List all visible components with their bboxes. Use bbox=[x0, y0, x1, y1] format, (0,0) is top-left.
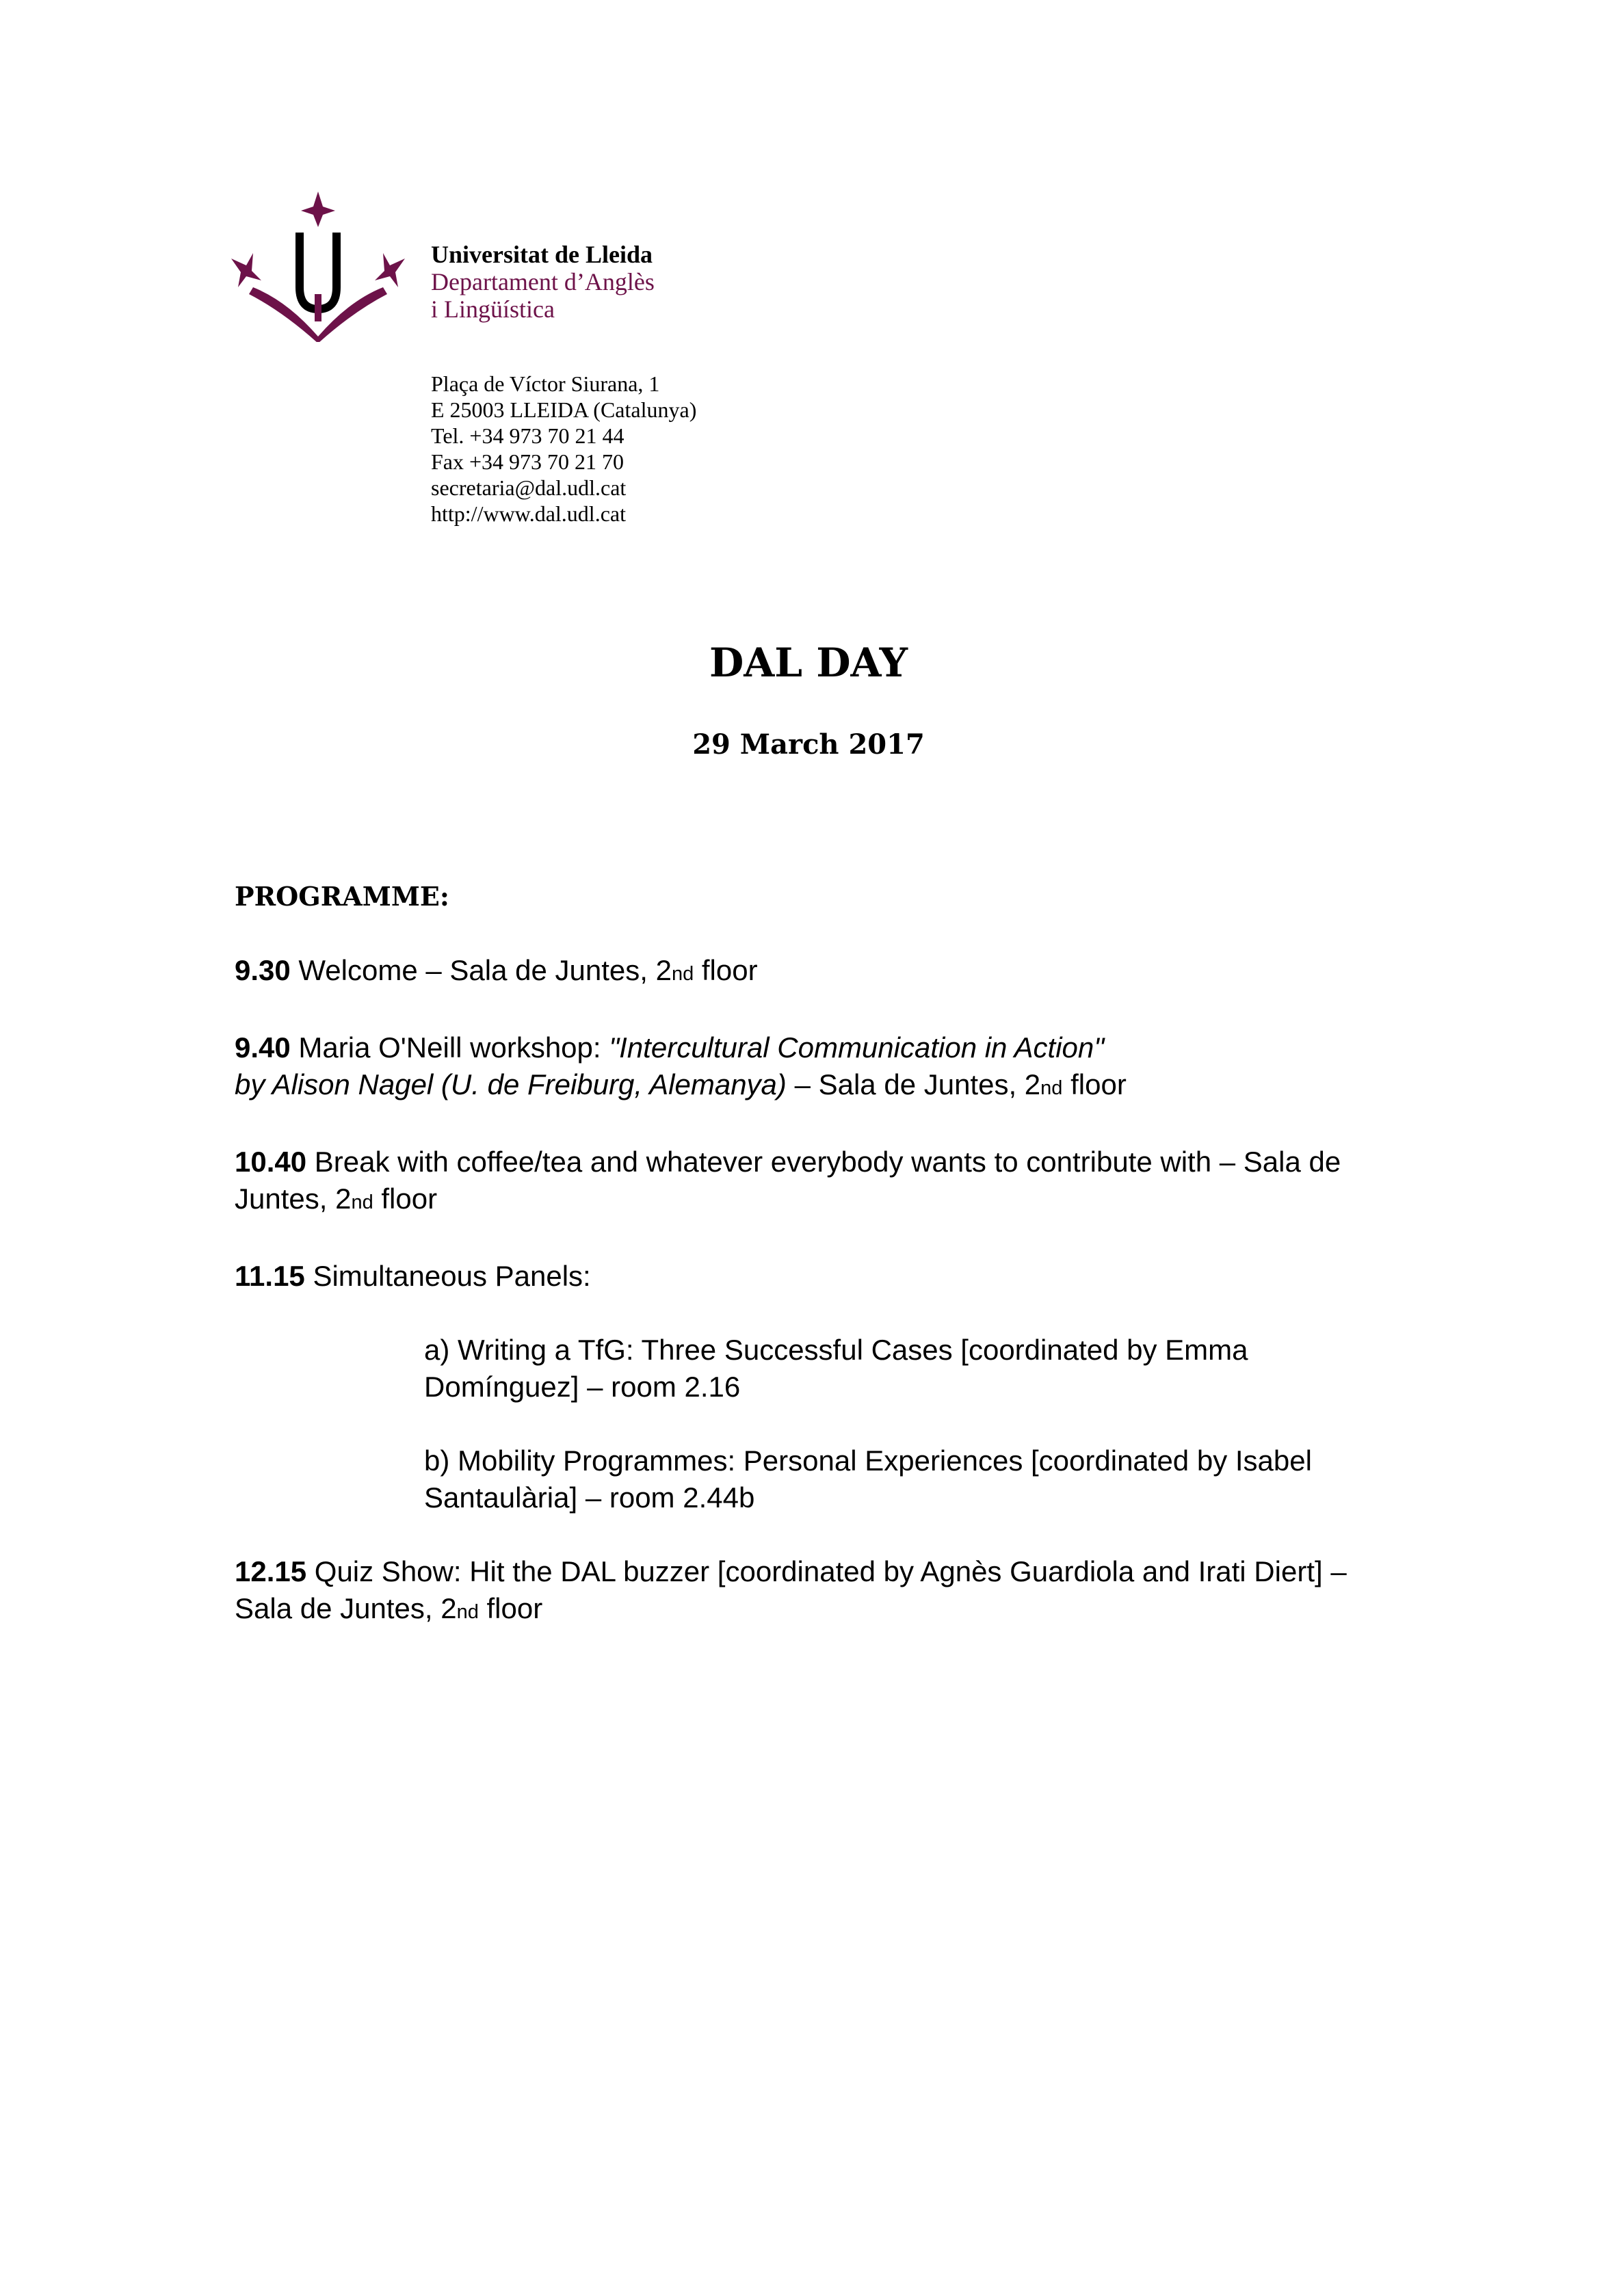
workshop-speaker: by Alison Nagel (U. de Freiburg, Alemanya) bbox=[235, 1068, 787, 1100]
item-time: 12.15 bbox=[235, 1555, 307, 1587]
item-time: 9.40 bbox=[235, 1031, 291, 1064]
programme-item-welcome bbox=[235, 952, 1397, 992]
programme-item-panels bbox=[235, 1258, 1397, 1295]
programme-list bbox=[235, 952, 1397, 1667]
item-tail: floor bbox=[373, 1183, 438, 1215]
panel-b: b) Mobility Programmes: Personal Experiences [coordinated by Isabel Santaulària] – room 2.44b bbox=[424, 1444, 1312, 1514]
institution-block bbox=[431, 241, 655, 323]
workshop-title: "Intercultural Communication in Action" bbox=[609, 1031, 1105, 1064]
programme-item-workshop bbox=[235, 1029, 1397, 1107]
address-phone: Tel. +34 973 70 21 44 bbox=[431, 423, 625, 448]
item-tail: floor bbox=[694, 954, 758, 986]
ordinal-suffix: nd bbox=[456, 1601, 479, 1623]
panel-a: a) Writing a TfG: Three Successful Cases [coordinated by Emma Domínguez] – room 2.16 bbox=[424, 1334, 1248, 1403]
programme-heading: PROGRAMME: bbox=[235, 881, 449, 912]
document-date: 29 March 2017 bbox=[692, 728, 925, 761]
item-text: Welcome – Sala de Juntes, 2 bbox=[290, 954, 672, 986]
programme-item-break bbox=[235, 1144, 1397, 1221]
item-time: 10.40 bbox=[235, 1146, 307, 1178]
department-name-line1: Departament d’Anglès bbox=[431, 268, 655, 295]
item-time: 11.15 bbox=[235, 1260, 305, 1292]
item-tail: floor bbox=[478, 1592, 543, 1624]
ordinal-suffix: nd bbox=[1040, 1077, 1063, 1099]
address-block bbox=[431, 371, 696, 527]
address-website[interactable]: http://www.dal.udl.cat bbox=[431, 501, 626, 526]
item-text: Simultaneous Panels: bbox=[304, 1260, 591, 1292]
item-tail: floor bbox=[1062, 1068, 1127, 1100]
item-text: Maria O'Neill workshop: bbox=[290, 1031, 609, 1064]
ordinal-suffix: nd bbox=[671, 963, 694, 985]
institution-name: Universitat de Lleida bbox=[431, 241, 653, 268]
document-title: DAL DAY bbox=[709, 639, 908, 686]
university-logo-icon bbox=[226, 185, 410, 342]
item-location: – Sala de Juntes, 2 bbox=[786, 1068, 1041, 1100]
programme-item-quiz bbox=[235, 1553, 1397, 1631]
item-text: Break with coffee/tea and whatever everybody wants to contribute with – Sala de Juntes, 2 bbox=[235, 1146, 1341, 1215]
address-email[interactable]: secretaria@dal.udl.cat bbox=[431, 475, 627, 500]
ordinal-suffix: nd bbox=[351, 1191, 373, 1213]
address-fax: Fax +34 973 70 21 70 bbox=[431, 449, 625, 474]
address-street: Plaça de Víctor Siurana, 1 bbox=[431, 371, 660, 396]
item-text: Quiz Show: Hit the DAL buzzer [coordinated by Agnès Guardiola and Irati Diert] – Sala de Juntes, 2 bbox=[235, 1555, 1347, 1624]
department-name-line2: i Lingüística bbox=[431, 295, 555, 323]
address-city: E 25003 LLEIDA (Catalunya) bbox=[431, 397, 697, 422]
item-time: 9.30 bbox=[235, 954, 291, 986]
